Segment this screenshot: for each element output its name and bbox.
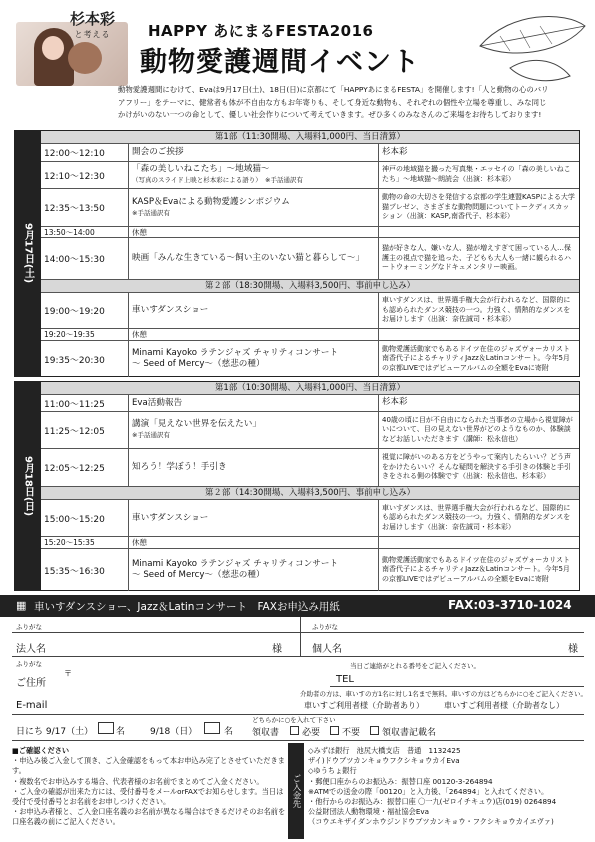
corp-furigana-label: ふりがな (16, 623, 42, 631)
date-label-17: 日にち 9/17（土） (16, 727, 94, 737)
receipt-note: どちらかに○を入れて下さい (252, 716, 336, 724)
row-time: 12:35～13:50 (41, 189, 129, 226)
email-label: E-mail (16, 700, 48, 711)
receipt-not-required-checkbox[interactable] (330, 726, 339, 735)
day1-label: 9月17日(土) (15, 131, 41, 376)
speaker-name: 杉本彩 (70, 10, 116, 28)
row-subtitle: ～ Seed of Mercy～（慈悲の種） (132, 570, 265, 580)
form-divider (12, 656, 584, 657)
count-box-17[interactable] (98, 722, 114, 734)
form-divider (12, 632, 584, 633)
receipt-name-field[interactable] (446, 722, 582, 736)
receipt-not-required-label: 不要 (342, 728, 361, 738)
row-time: 19:20～19:35 (41, 329, 129, 340)
schedule-row (41, 341, 579, 377)
row-title (129, 341, 379, 377)
row-title-text: Minami Kayoko ラテンジャズ チャリティコンサート (132, 559, 339, 569)
helper-note: 介助者の方は、車いすの方1名に対し1名まで無料。車いすの方はどちらかに○をご記入ください。 (300, 690, 587, 698)
row-desc: 車いすダンスは、世界選手権大会が行われるなど、国際的にも認められたダンス競技の一つ。力強く、情熱的なダンスをお届けします（出演：奈佐誠司・杉本彩） (382, 296, 571, 324)
row-title (129, 412, 379, 448)
row-time: 11:00～11:25 (41, 395, 129, 411)
schedule-row (41, 412, 579, 449)
schedule-row-break (41, 537, 579, 549)
row-title (129, 293, 379, 328)
payment-line: ・他行からのお振込み：振替口座 〇一九(ゼロイチキュウ)店(019) 0264894 (308, 797, 557, 807)
receipt-name-checkbox[interactable] (370, 726, 379, 735)
corp-name-field[interactable] (64, 638, 264, 652)
photo-dog (68, 42, 102, 74)
payment-line: 公益財団法人動物環境・福祉協会Eva (308, 807, 430, 817)
date-label-18: 9/18（日） (150, 727, 198, 737)
wheelchair-without-helper[interactable]: 車いすご利用者様（介助者なし） (444, 701, 564, 710)
row-title-text: 映画「みんな生きている～飼い主のいない猫と暮らして～」 (132, 253, 365, 263)
row-desc: 動物愛護活動家でもあるドイツ在住のジャズヴォーカリスト南香代子によるチャリティJazz＆Latinコンサート。今年5月の京都LIVEではデビューアルバムの全額をEvaに寄附 (382, 555, 570, 583)
confirm-line: ・ご入金の確認が出来た方には、受付番号をメールorFAXでお知らせします。当日は受付で受付番号とお名前をお申しつけください。 (12, 786, 284, 807)
individual-furigana-label: ふりがな (312, 623, 338, 631)
schedule-row (41, 162, 579, 189)
schedule-row (41, 189, 579, 227)
persons-label: 名 (116, 727, 126, 737)
tel-field[interactable] (362, 670, 582, 684)
schedule-row (41, 293, 579, 329)
fax-form-header (0, 595, 595, 617)
row-title-text: 車いすダンスショー (132, 512, 209, 523)
row-time: 14:00～15:30 (41, 238, 129, 279)
row-title-text: Eva活動報告 (132, 397, 183, 408)
corp-name-label: 法人名 (16, 644, 46, 655)
schedule-row (41, 144, 579, 162)
row-title-text: Minami Kayoko ラテンジャズ チャリティコンサート (132, 348, 339, 358)
payment-line: ◇ゆうちょ銀行 (308, 766, 357, 776)
fax-number: FAX:03-3710-1024 (448, 598, 572, 612)
row-time: 15:35～16:30 (41, 549, 129, 591)
row-subtitle: ※手話通訳有 (132, 208, 170, 217)
address-label: ご住所 (16, 678, 46, 689)
schedule-day1 (14, 130, 580, 377)
row-title (129, 549, 379, 591)
form-divider (330, 686, 584, 687)
row-time: 12:10～12:30 (41, 162, 129, 188)
schedule-row-break (41, 329, 579, 341)
day2-part2-header: 第２部（14:30開場、入場料3,500円、事前申し込み） (41, 487, 579, 500)
row-desc: 視覚に障がいのある方をどうやって案内したらいい？どう声をかけたらいい？そんな疑問を解決する手引きの体験と手引きをされる側の体験です（出演：松永信也、杉本彩） (382, 453, 571, 481)
corp-sama: 様 (272, 644, 282, 655)
contact-note: 当日ご連絡がとれる番号をご記入ください。 (350, 662, 480, 670)
row-title-text: 知ろう！学ぼう！手引き (132, 462, 227, 472)
schedule-row (41, 549, 579, 591)
schedule-row-break (41, 227, 579, 238)
row-title (129, 500, 379, 536)
row-title-text: KASP＆Evaによる動物愛護シンポジウム (132, 196, 290, 207)
day2-label: 9月18日(日) (15, 382, 41, 590)
row-title (129, 395, 379, 411)
speaker-tag: と考える (74, 30, 111, 39)
row-desc: 猫が好きな人、嫌いな人、猫が増えすぎて困っている人…保護主の視点で猫を追った、子どもも大人も一緒に観られるハートウォーミングなドキュメンタリー映画。 (382, 244, 571, 272)
row-title (129, 238, 379, 279)
individual-name-field[interactable] (360, 638, 560, 652)
confirm-line: ・お申込み者様と、ご入金口座名義のお名前が異なる場合はできるだけそのお名前を口座名義の前にご記入ください。 (12, 807, 286, 827)
event-title-big: 動物愛護週間イベント (140, 47, 420, 78)
day2-part1-header: 第1部（10:30開場、入場料1,000円、当日清算） (41, 382, 579, 395)
row-title (129, 144, 379, 161)
row-time: 19:35～20:30 (41, 341, 129, 377)
payment-line: ・郵便口座からのお振込み：振替口座 00120-3-264894 (308, 776, 493, 786)
payment-line: ザイ)ドウブツカンキョウフクシキョウカイEva (308, 756, 460, 766)
row-title-text: 車いすダンスショー (132, 305, 209, 315)
payment-line: ※ATMでの送金の際「00120」と入力後、「264894」と入れてください。 (308, 786, 549, 796)
row-title: 休憩 (129, 537, 379, 548)
row-time: 15:20～15:35 (41, 537, 129, 548)
confirm-heading: ■ご確認ください (12, 746, 70, 755)
row-desc: 杉本彩 (382, 146, 408, 157)
receipt-label: 領収書 (252, 728, 280, 738)
persons-label: 名 (224, 727, 234, 737)
schedule-row (41, 500, 579, 537)
form-divider (12, 740, 584, 741)
row-time: 12:05～12:25 (41, 449, 129, 486)
address-furigana-label: ふりがな (16, 660, 42, 668)
header (0, 0, 595, 82)
intro-line: かけがいのない一つの命として、優しい社会作りについて考えていきます。ぜひ多くのみなさんのご来場をお待ちしております! (118, 110, 542, 120)
intro-line: 動物愛護週間にむけて、Evaは9月17日(土)、18日(日)に京都にて「HAPPYあにまるFESTA」を開催します!「人と動物の心のバリ (118, 85, 549, 94)
row-time: 13:50～14:00 (41, 227, 129, 237)
row-title (129, 449, 379, 486)
receipt-required-label: 必要 (302, 728, 321, 738)
tel-label: TEL (336, 674, 354, 685)
row-title-text: 「森の美しいねこたち」～地域猫～ (132, 164, 270, 174)
event-title-small: HAPPY あにまるFESTA2016 (148, 22, 374, 40)
schedule-day2 (14, 381, 580, 591)
email-field[interactable] (64, 698, 284, 712)
row-desc: 動物の命の大切さを発信する京都の学生連盟KASPによる大学猫プレゼン、さまざまな動物問題についてトークディスカッション（出演：KASP,南香代子、杉本彩） (382, 193, 575, 221)
count-box-18[interactable] (204, 722, 220, 734)
postal-mark: 〒 (64, 669, 72, 678)
wheelchair-with-helper[interactable]: 車いすご利用者様（介助者あり） (304, 701, 424, 710)
row-title-text: 開会のご挨拶 (132, 147, 184, 157)
row-time: 12:00～12:10 (41, 144, 129, 161)
row-title (129, 162, 379, 188)
confirm-line: ・申込み後ご入金して頂き、ご入金確認をもって本お申込み完了とさせていただきます。 (12, 756, 285, 776)
payment-line: （コウエキザイダンホウジンドウブツカンキョウ・フクシキョウカイエヴァ) (308, 817, 554, 827)
row-title: 休憩 (129, 329, 379, 340)
receipt-required-checkbox[interactable] (290, 726, 299, 735)
row-desc: 神戸の地域猫を撮った写真集・エッセイの「森の美しいねこたち」～地域猫～朗読会（出演：杉本彩） (382, 165, 571, 183)
photo-face (42, 36, 64, 60)
row-subtitle: ※手話通訳有 (132, 431, 170, 439)
row-subtitle: （写真のスライド上映と杉本彩による語り） ※手話通訳有 (132, 176, 304, 184)
row-title-text: 講演「見えない世界を伝えたい」 (132, 419, 261, 429)
intro-text (118, 84, 586, 122)
grid-icon: ▦ (16, 599, 27, 612)
row-subtitle: ～ Seed of Mercy～（慈悲の種） (132, 359, 265, 369)
schedule-row (41, 238, 579, 280)
row-desc: 40歳の頃に目が不自由になられた当事者の立場から視覚障がいについて、目の見えない世界がどのようなものか、体験談などお話しいただきます（講師：松永信也） (382, 415, 573, 443)
row-time: 11:25～12:05 (41, 412, 129, 448)
row-desc: 杉本彩 (382, 397, 408, 408)
individual-sama: 様 (568, 644, 578, 655)
day1-part1-header: 第1部（11:30開場、入場料1,000円、当日清算） (41, 131, 579, 144)
leaf-illustration (470, 6, 590, 84)
confirm-line: ・複数名でお申込みする場合、代表者様のお名前でまとめてご入金ください。 (12, 776, 264, 786)
payment-section (308, 746, 590, 828)
receipt-name-label: 領収書記載名 (382, 728, 437, 738)
row-desc: 動物愛護活動家でもあるドイツ在住のジャズヴォーカリスト南香代子によるチャリティJazz＆Latinコンサート。今年5月の京都LIVEではデビューアルバムの全額をEvaに寄附 (382, 344, 570, 372)
fax-form-title: 車いすダンスショー、Jazz＆Latinコンサート FAXお申込み用紙 (34, 601, 340, 613)
row-time: 19:00～19:20 (41, 293, 129, 328)
address-field[interactable] (80, 670, 320, 684)
row-title (129, 189, 379, 226)
schedule-row (41, 449, 579, 487)
confirm-section (12, 746, 288, 828)
row-desc: 車いすダンスは、世界選手権大会が行われるなど、国際的にも認められたダンス競技の一つ。力強く、情熱的なダンスをお届けします（出演：奈佐誠司・杉本彩） (382, 503, 571, 531)
schedule-row (41, 395, 579, 412)
individual-name-label: 個人名 (312, 644, 342, 655)
day1-part2-header: 第２部（18:30開場、入場料3,500円、事前申し込み） (41, 280, 579, 293)
row-title: 休憩 (129, 227, 379, 237)
payment-strip: ご入金先 (288, 743, 304, 839)
speaker-badge (70, 8, 115, 40)
row-time: 15:00～15:20 (41, 500, 129, 536)
intro-line: アフリー」をテーマに、健常者も体が不自由な方もお年寄りも、そして身近な動物も、それぞれの個性や立場を尊重し、みな同じ (118, 97, 547, 107)
form-divider (300, 617, 301, 657)
payment-line: ◇みずほ銀行 池尻大橋支店 普通 1132425 (308, 746, 461, 755)
